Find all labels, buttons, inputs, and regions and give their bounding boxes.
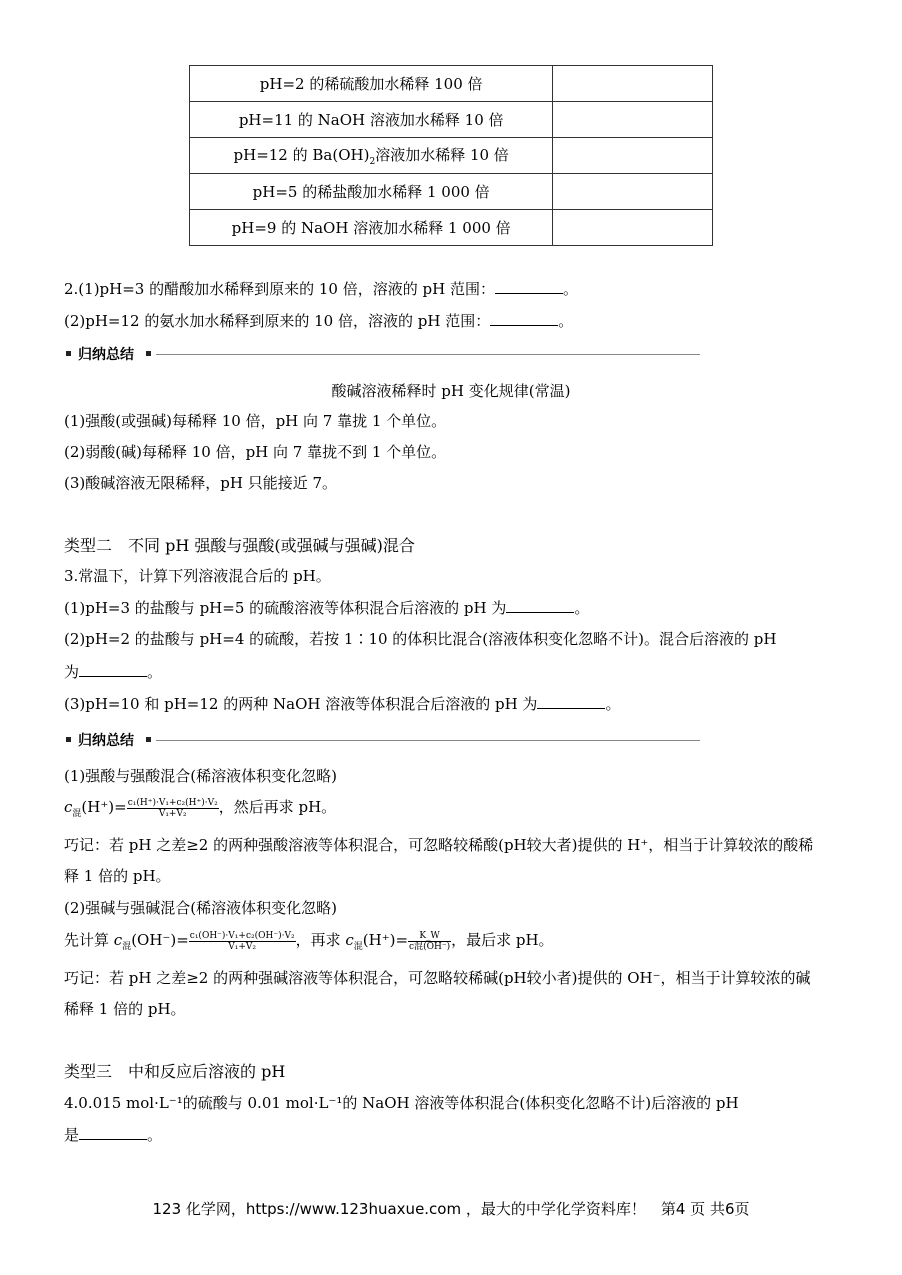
formula-text: 先计算 — [64, 931, 114, 949]
table-answer-cell — [553, 138, 713, 174]
fraction — [189, 931, 296, 952]
tip-text: 巧记：若 pH 之差≥2 的两种强酸溶液等体积混合，可忽略较稀酸(pH较大者)提供的 H⁺，相当于计算较浓的酸稀 — [64, 836, 814, 854]
question-2-part-2 — [64, 311, 573, 331]
table-cell: pH=5 的稀盐酸加水稀释 1 000 倍 — [190, 174, 553, 210]
fraction-denominator: V₁+V₂ — [228, 941, 257, 952]
square-bullet-icon — [146, 351, 151, 356]
answer-blank[interactable] — [506, 598, 574, 613]
divider — [156, 740, 700, 741]
question-text: 2.(1)pH=3 的醋酸加水稀释到原来的 10 倍，溶液的 pH 范围： — [64, 280, 495, 298]
formula-text: ，然后再求 pH。 — [218, 798, 337, 816]
table-cell — [190, 138, 553, 174]
summary-item: (1)强酸(或强碱)每稀释 10 倍，pH 向 7 靠拢 1 个单位。 — [64, 412, 447, 430]
question-text: (3)pH=10 和 pH=12 的两种 NaOH 溶液等体积混合后溶液的 pH 为 — [64, 695, 538, 713]
fraction-numerator: c₁(OH⁻)·V₁+c₂(OH⁻)·V₂ — [189, 930, 295, 941]
formula-text: (OH⁻)= — [131, 931, 189, 949]
answer-blank[interactable] — [79, 662, 147, 677]
table-answer-cell — [553, 66, 713, 102]
table-row — [190, 210, 713, 246]
fraction — [408, 931, 451, 952]
punct: 。 — [574, 599, 590, 617]
formula-base-mix — [64, 930, 554, 957]
table-answer-cell — [553, 210, 713, 246]
punct: 。 — [562, 280, 578, 298]
table-cell-text: pH=12 的 Ba(OH) — [233, 146, 370, 164]
square-bullet-icon — [66, 351, 71, 356]
subscript: 混 — [353, 942, 363, 952]
section-heading: 类型二 不同 pH 强酸与强酸(或强碱与强碱)混合 — [64, 536, 415, 555]
formula-symbol: c — [64, 798, 73, 816]
page-footer: 123 化学网，https://www.123huaxue.com ，最大的中学化学资料库！ 第4 页 共6页 — [152, 1200, 750, 1218]
fraction-numerator: K_W — [408, 931, 451, 942]
question-4: 4.0.015 mol·L⁻¹的硫酸与 0.01 mol·L⁻¹的 NaOH 溶液等体积混合(体积变化忽略不计)后溶液的 pH — [64, 1094, 739, 1112]
table-cell: pH=2 的稀硫酸加水稀释 100 倍 — [190, 66, 553, 102]
summary-item: (3)酸碱溶液无限稀释，pH 只能接近 7。 — [64, 474, 338, 492]
tip-text: 巧记：若 pH 之差≥2 的两种强碱溶液等体积混合，可忽略较稀碱(pH较小者)提供的 OH⁻，相当于计算较浓的碱 — [64, 969, 811, 987]
question-3-part-1 — [64, 598, 589, 618]
answer-blank[interactable] — [537, 694, 605, 709]
question-3-part-3 — [64, 694, 620, 714]
table-row — [190, 138, 713, 174]
fraction-denominator: c混(OH⁻) — [409, 941, 451, 952]
question-3: 3.常温下，计算下列溶液混合后的 pH。 — [64, 567, 331, 585]
question-text: (2)pH=12 的氨水加水稀释到原来的 10 倍，溶液的 pH 范围： — [64, 312, 491, 330]
formula-acid-mix — [64, 797, 336, 824]
table-cell: pH=11 的 NaOH 溶液加水稀释 10 倍 — [190, 102, 553, 138]
table-row — [190, 102, 713, 138]
punct: 。 — [605, 695, 621, 713]
summary-label: 归纳总结 — [78, 733, 134, 749]
tip-text: 稀释 1 倍的 pH。 — [64, 1000, 186, 1018]
punct: 。 — [147, 1126, 163, 1144]
question-4-cont — [64, 1125, 162, 1145]
question-text: 是 — [64, 1126, 80, 1144]
formula-text: ，再求 — [295, 931, 346, 949]
subscript: 混 — [72, 809, 82, 819]
punct: 。 — [147, 663, 163, 681]
answer-blank[interactable] — [79, 1125, 147, 1140]
table-cell: pH=9 的 NaOH 溶液加水稀释 1 000 倍 — [190, 210, 553, 246]
question-3-part-2: (2)pH=2 的盐酸与 pH=4 的硫酸，若按 1∶10 的体积比混合(溶液体积变化忽略不计)。混合后溶液的 pH — [64, 630, 777, 648]
subscript: 2 — [369, 157, 376, 167]
dilution-table — [189, 65, 713, 246]
fraction-numerator: c₁(H⁺)·V₁+c₂(H⁺)·V₂ — [127, 797, 218, 808]
table-answer-cell — [553, 102, 713, 138]
question-2-part-1 — [64, 279, 578, 299]
divider — [156, 354, 700, 355]
formula-symbol: c — [113, 931, 123, 949]
formula-symbol: c — [345, 931, 354, 949]
summary-label: 归纳总结 — [78, 347, 134, 363]
fraction-denominator: V₁+V₂ — [158, 808, 187, 819]
table-answer-cell — [553, 174, 713, 210]
summary-item: (1)强酸与强酸混合(稀溶液体积变化忽略) — [64, 767, 337, 785]
summary-title: 酸碱溶液稀释时 pH 变化规律(常温) — [331, 382, 571, 400]
table-cell-text: 溶液加水稀释 10 倍 — [375, 146, 509, 164]
square-bullet-icon — [146, 737, 151, 742]
summary-bar — [64, 346, 700, 362]
answer-blank[interactable] — [495, 279, 563, 294]
punct: 。 — [558, 312, 574, 330]
formula-text: ，最后求 pH。 — [451, 931, 554, 949]
question-3-part-2-cont — [64, 662, 162, 682]
table-row — [190, 66, 713, 102]
summary-item: (2)强碱与强碱混合(稀溶液体积变化忽略) — [64, 899, 337, 917]
fraction — [127, 798, 219, 819]
question-text: (1)pH=3 的盐酸与 pH=5 的硫酸溶液等体积混合后溶液的 pH 为 — [64, 599, 507, 617]
question-text: 为 — [64, 663, 80, 681]
square-bullet-icon — [66, 737, 71, 742]
tip-text: 释 1 倍的 pH。 — [64, 867, 171, 885]
subscript: 混 — [122, 942, 132, 952]
answer-blank[interactable] — [490, 311, 558, 326]
formula-text: (H⁺)= — [81, 798, 127, 816]
summary-item: (2)弱酸(碱)每稀释 10 倍，pH 向 7 靠拢不到 1 个单位。 — [64, 443, 447, 461]
summary-bar — [64, 732, 700, 748]
section-heading: 类型三 中和反应后溶液的 pH — [64, 1062, 286, 1081]
formula-text: (H⁺)= — [362, 931, 409, 949]
table-row — [190, 174, 713, 210]
